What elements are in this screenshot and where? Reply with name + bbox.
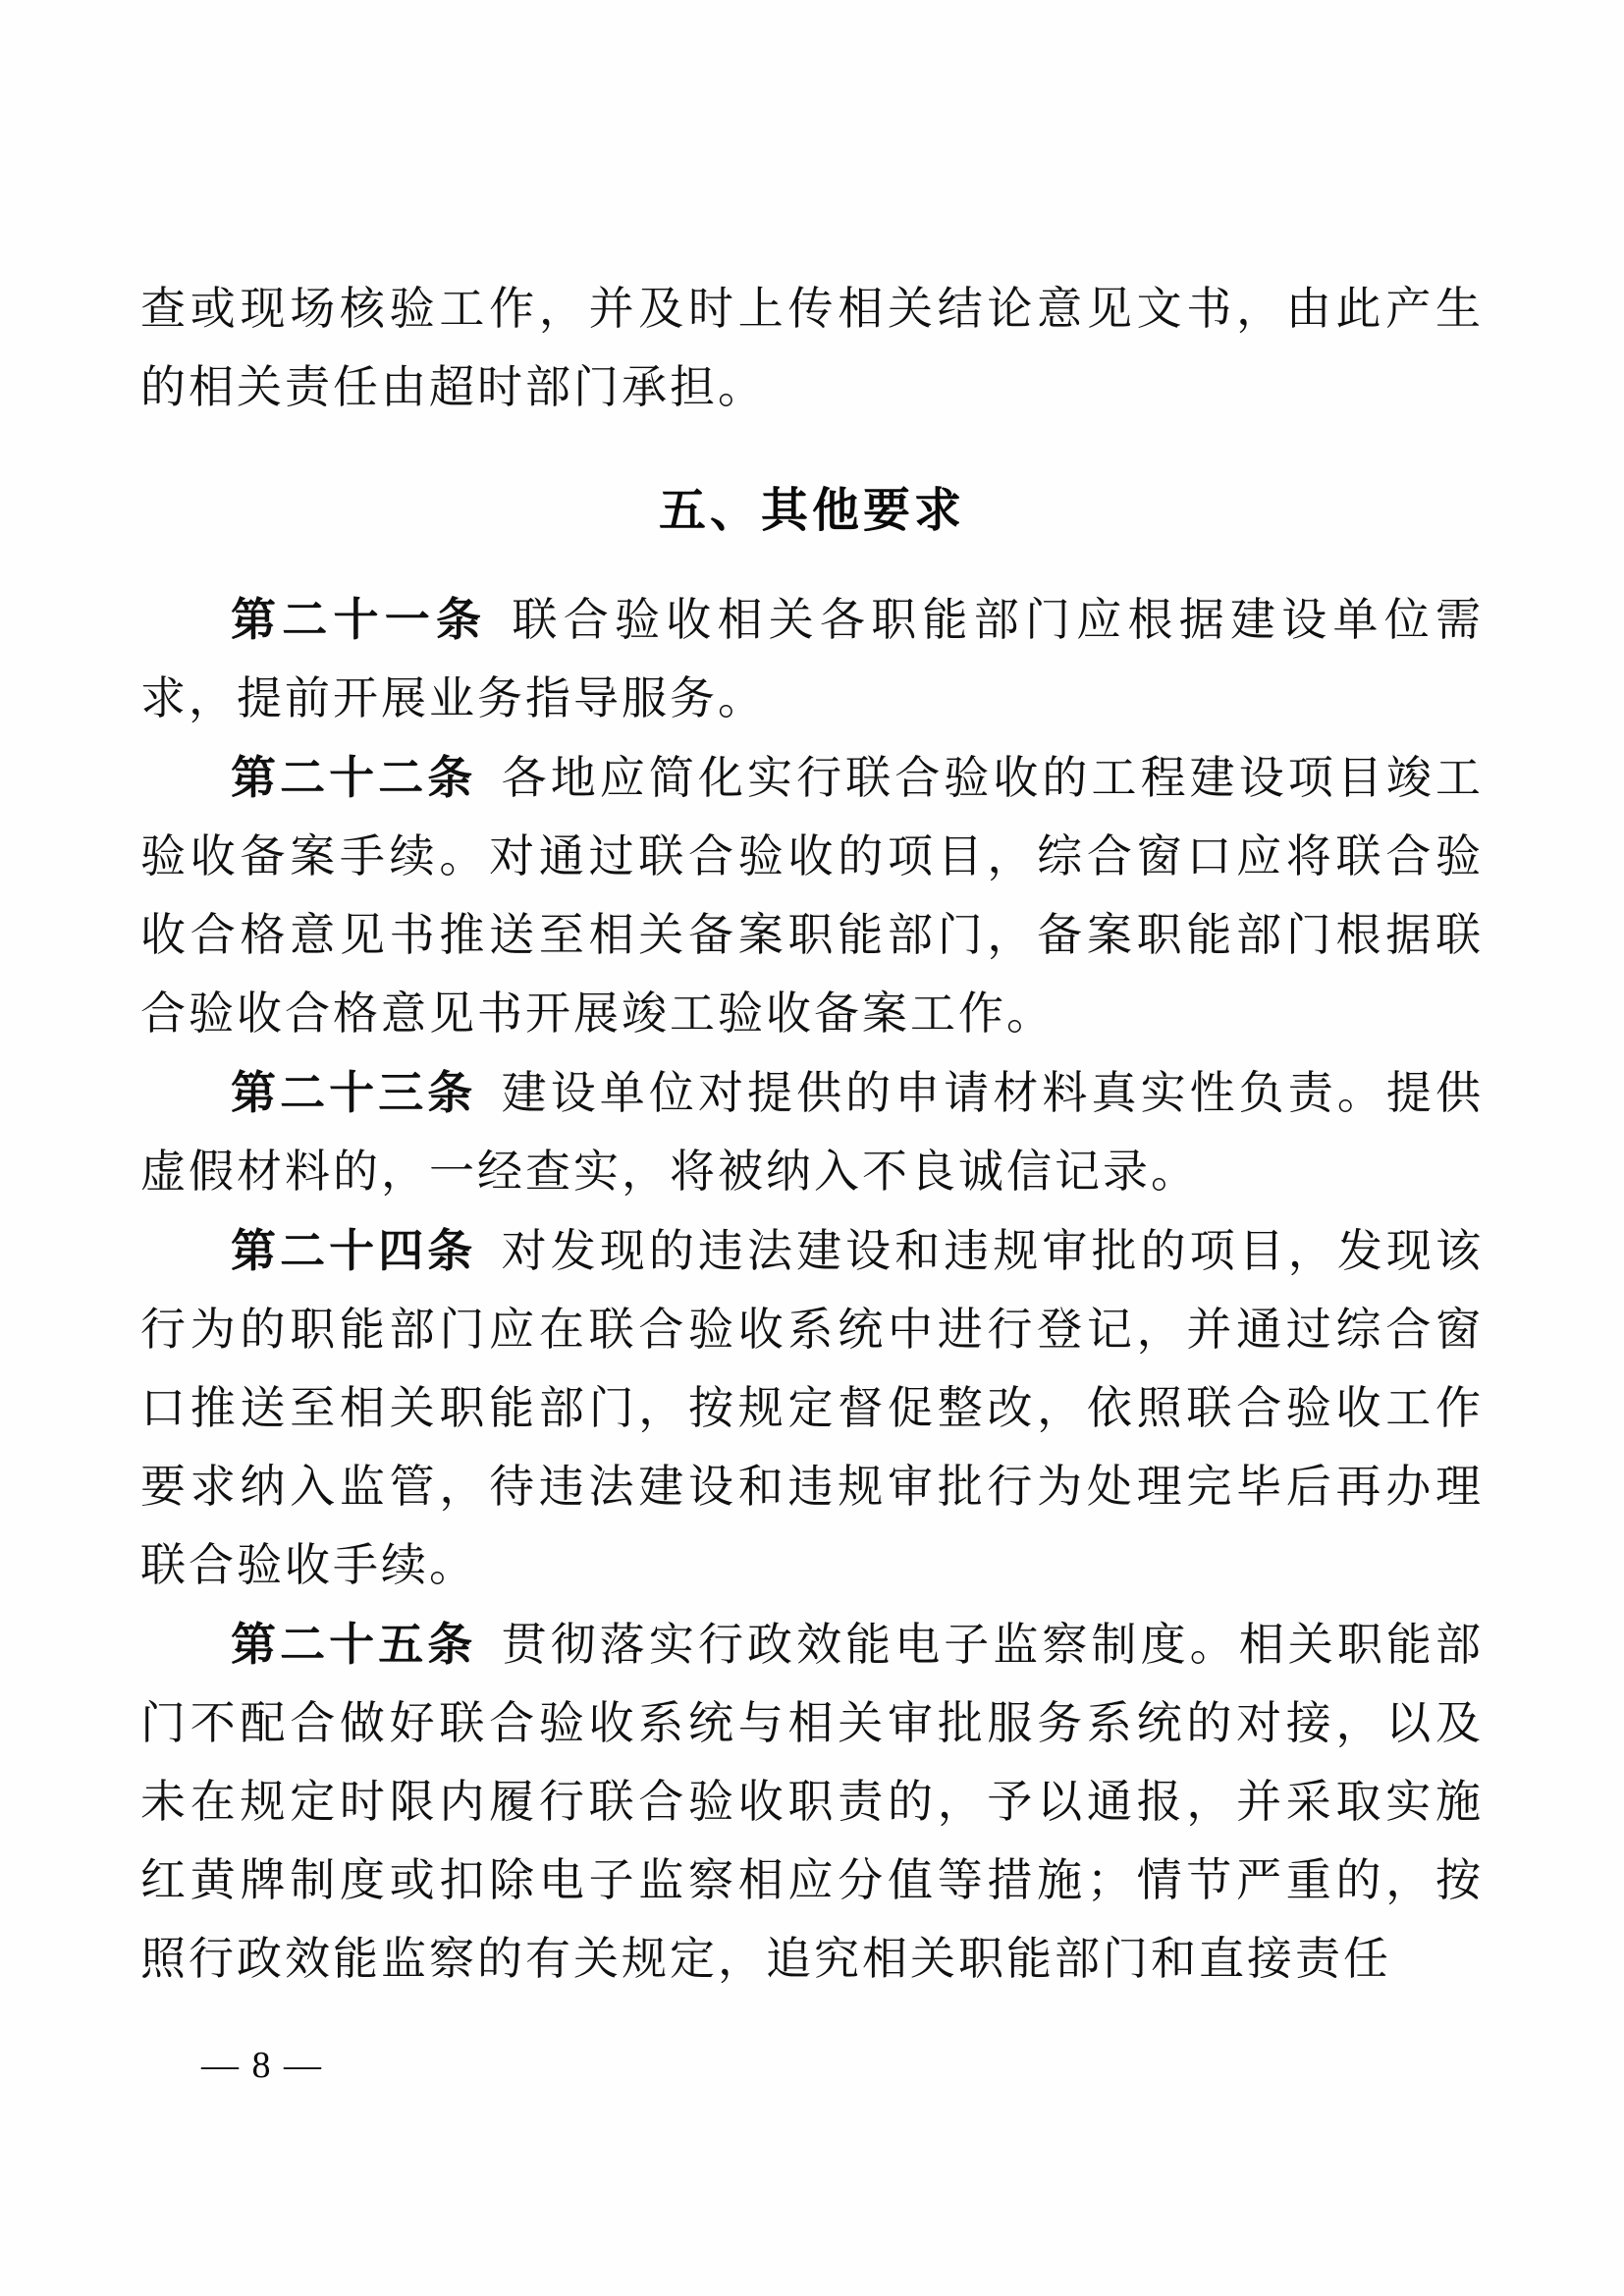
article-22-paragraph [140, 738, 1484, 1053]
article-21-label: 第二十一条 [231, 594, 488, 645]
page-number: — 8 — [201, 2045, 323, 2086]
article-24-label: 第二十四条 [231, 1225, 477, 1276]
intro-paragraph: 查或现场核验工作，并及时上传相关结论意见文书，由此产生的相关责任由超时部门承担。 [140, 284, 1484, 412]
article-24-text: 对发现的违法建设和违规审批的项目，发现该行为的职能部门应在联合验收系统中进行登记，并通过综合窗口推送至相关职能部门，按规定督促整改，依照联合验收工作要求纳入监管，待违法建设和违规审批行为处理完毕后再办理联合验收手续。 [140, 1226, 1485, 1590]
article-23-paragraph [140, 1053, 1484, 1211]
article-25-text: 贯彻落实行政效能电子监察制度。相关职能部门不配合做好联合验收系统与相关审批服务系统的对接，以及未在规定时限内履行联合验收职责的，予以通报，并采取实施红黄牌制度或扣除电子监察相应分值等措施；情节严重的，按照行政效能监察的有关规定，追究相关职能部门和直接责任 [140, 1620, 1485, 1984]
article-21-text: 联合验收相关各职能部门应根据建设单位需求，提前开展业务指导服务。 [140, 595, 1485, 723]
section-heading: 五、其他要求 [658, 485, 965, 537]
article-21-paragraph [140, 580, 1484, 738]
article-23-text: 建设单位对提供的申请材料真实性负责。提供虚假材料的，一经查实，将被纳入不良诚信记录。 [140, 1068, 1485, 1197]
article-23-label: 第二十三条 [231, 1067, 477, 1118]
article-25-paragraph [140, 1605, 1484, 1999]
article-24-paragraph [140, 1211, 1484, 1605]
article-25-label: 第二十五条 [231, 1619, 477, 1670]
article-22-text: 各地应简化实行联合验收的工程建设项目竣工验收备案手续。对通过联合验收的项目，综合窗口应将联合验收合格意见书推送至相关备案职能部门，备案职能部门根据联合验收合格意见书开展竣工验收备案工作。 [140, 753, 1485, 1039]
document-body [140, 270, 1484, 1999]
article-22-label: 第二十二条 [231, 752, 477, 803]
